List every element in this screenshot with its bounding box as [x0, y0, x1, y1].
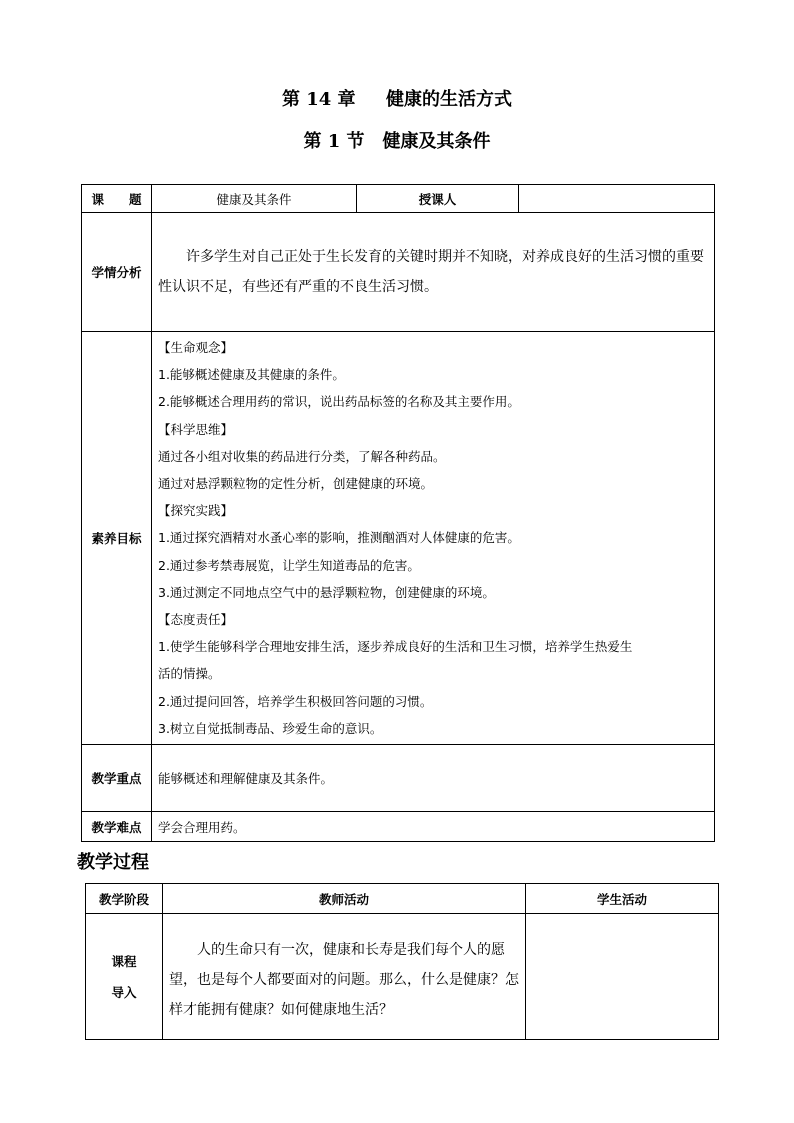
goals-line: 通过对悬浮颗粒物的定性分析，创建健康的环境。: [158, 476, 434, 492]
teacher-value: [519, 185, 715, 213]
key-label: 教学重点: [82, 745, 152, 812]
stage-line: 课程: [111, 953, 137, 969]
process-heading: 教学过程: [77, 852, 149, 873]
goals-line: 3.通过测定不同地点空气中的悬浮颗粒物，创建健康的环境。: [158, 584, 495, 600]
col-stage-header: 教学阶段: [86, 884, 163, 914]
goals-content: [152, 332, 715, 745]
analysis-text: 许多学生对自己正处于生长发育的关键时期并不知晓，对养成良好的生活习惯的重要性认识不足，有些还有严重的不良生活习惯。: [152, 213, 715, 332]
col-student-header: 学生活动: [526, 884, 719, 914]
stage-cell: [86, 914, 163, 1040]
goals-line: 【探究实践】: [158, 503, 234, 519]
goals-line: 1.通过探究酒精对水蚤心率的影响，推测酗酒对人体健康的危害。: [158, 530, 520, 546]
col-teacher-header: 教师活动: [163, 884, 526, 914]
topic-row: [82, 185, 715, 213]
key-row: [82, 745, 715, 812]
goals-line: 2.通过参考禁毒展览，让学生知道毒品的危害。: [158, 557, 420, 573]
goals-line: 2.通过提问回答，培养学生积极回答问题的习惯。: [158, 693, 433, 709]
difficulty-text: 学会合理用药。: [152, 812, 715, 842]
process-table: [85, 883, 719, 1040]
goals-line: 通过各小组对收集的药品进行分类，了解各种药品。: [158, 448, 446, 464]
chapter-title: 第 14 章 健康的生活方式: [281, 89, 513, 110]
analysis-row: [82, 213, 715, 332]
goals-line: 【生命观念】: [158, 340, 234, 355]
lesson-info-table: [81, 184, 715, 842]
difficulty-label: 教学难点: [82, 812, 152, 842]
section-title: 第 1 节 健康及其条件: [303, 131, 491, 152]
key-text: 能够概述和理解健康及其条件。: [152, 745, 715, 812]
stage-line: 导入: [111, 984, 137, 1000]
topic-label: 课 题: [82, 185, 152, 213]
difficulty-row: [82, 812, 715, 842]
goals-line: 1.能够概述健康及其健康的条件。: [158, 367, 345, 383]
goals-line: 【态度责任】: [158, 612, 234, 628]
goals-line: 2.能够概述合理用药的常识，说出药品标签的名称及其主要作用。: [158, 394, 520, 410]
process-header-row: [86, 884, 719, 914]
student-activity: [526, 914, 719, 1040]
goals-row: [82, 332, 715, 745]
analysis-label: 学情分析: [82, 213, 152, 332]
goals-label: 素养目标: [82, 332, 152, 745]
goals-line: 【科学思维】: [158, 421, 234, 437]
process-row: [86, 914, 719, 1040]
topic-value: 健康及其条件: [152, 185, 357, 213]
teacher-activity: 人的生命只有一次，健康和长寿是我们每个人的愿望，也是每个人都要面对的问题。那么，什么是健康？怎样才能拥有健康？如何健康地生活？: [163, 914, 526, 1040]
goals-line: 3.树立自觉抵制毒品、珍爱生命的意识。: [158, 720, 383, 736]
teacher-label: 授课人: [357, 185, 519, 213]
goals-line: 活的情操。: [158, 666, 221, 682]
goals-line: 1.使学生能够科学合理地安排生活，逐步养成良好的生活和卫生习惯，培养学生热爱生: [158, 639, 633, 655]
